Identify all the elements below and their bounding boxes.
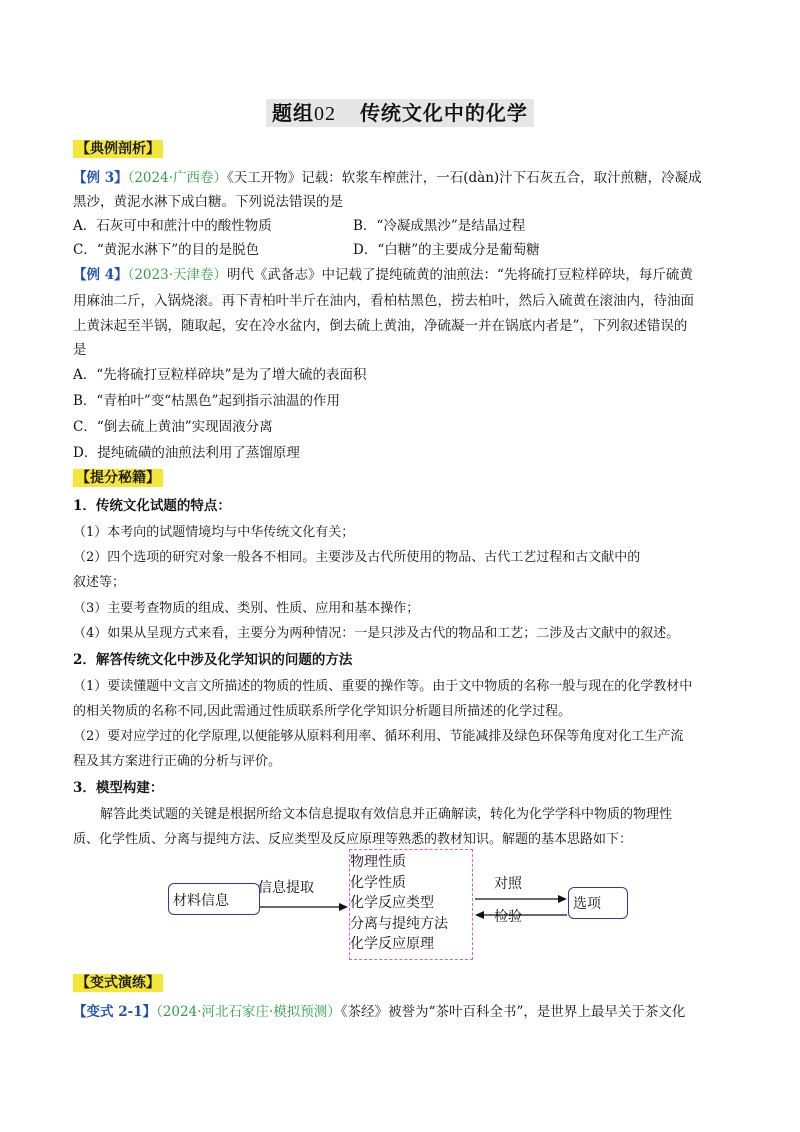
tips-heading-1: 1．传统文化试题的特点： xyxy=(73,498,231,514)
example-4-option-c: C．“倒去硫上黄油”实现固液分离 xyxy=(73,419,273,435)
example-4-source: （2023·天津卷） xyxy=(127,267,227,283)
tips-method-2b: 程及其方案进行正确的分析与评价。 xyxy=(73,754,282,769)
variant-source: （2024·河北石家庄·模拟预测） xyxy=(156,1004,341,1020)
example-3-option-c: C．“黄泥水淋下”的目的是脱色 xyxy=(73,242,260,258)
model-text-2: 质、化学性质、分离与提纯方法、反应类型及反应原理等熟悉的教材知识。解题的基本思路如下： xyxy=(73,832,633,847)
section-heading-tips: 【提分秘籍】 xyxy=(73,467,163,487)
tips-point-1: （1）本考向的试题情境均与中华传统文化有关； xyxy=(73,525,355,540)
knowledge-item: 化学反应原理 xyxy=(350,936,434,952)
tips-method-2a: （2）要对应学过的化学原理,以便能够从原料利用率、循环利用、节能减排及绿色环保等角度对化工生产流 xyxy=(73,729,684,744)
example-3-option-b: B．“冷凝成黑沙”是结晶过程 xyxy=(353,218,526,234)
compare-label: 对照 xyxy=(494,876,522,892)
example-3-line-1: 【例 3】（2024·广西卷）《天工开物》记载：软浆车榨蔗汁，一石(dàn)汁下石灰五合，取汁煎糖，冷凝成 xyxy=(73,170,702,186)
example-3-tag: 【例 3】 xyxy=(73,170,128,186)
options-box xyxy=(568,887,628,919)
tips-point-3: （3）主要考查物质的组成、类别、性质、应用和基本操作； xyxy=(73,601,420,616)
variant-2-1-line: 【变式 2-1】（2024·河北石家庄·模拟预测）《茶经》被誉为“茶叶百科全书”，是世界上最早关于茶文化 xyxy=(73,1004,686,1020)
tips-point-2b: 叙述等； xyxy=(73,575,126,590)
model-text-1: 解答此类试题的关键是根据所给文本信息提取有效信息并正确解读，转化为化学学科中物质的物理性 xyxy=(100,807,673,822)
knowledge-item: 化学反应类型 xyxy=(350,895,434,911)
example-4-line-1: 【例 4】（2023·天津卷）明代《武备志》中记载了提纯硫黄的油煎法：“先将硫打豆粒样碎块，每斤硫黄 xyxy=(73,267,693,283)
example-4-tag: 【例 4】 xyxy=(73,267,128,283)
material-info-box xyxy=(168,883,260,915)
example-4-option-b: B．“青柏叶”变“枯黑色”起到指示油温的作用 xyxy=(73,393,341,409)
knowledge-box xyxy=(349,849,473,960)
example-4-line-2: 用麻油二斤，入锅烧滚。再下青柏叶半斤在油内，看柏枯黑色，捞去柏叶，然后入硫黄在滚油内，待油面 xyxy=(73,293,694,309)
material-info-label: 材料信息 xyxy=(173,893,229,909)
verify-label: 检验 xyxy=(494,909,522,925)
tips-point-4: （4）如果从呈现方式来看，主要分为两种情况：一是只涉及古代的物品和工艺；二涉及古文献中的叙述。 xyxy=(73,626,680,641)
knowledge-item: 分离与提纯方法 xyxy=(350,915,448,932)
extract-arrow-label: 信息提取 xyxy=(258,880,314,896)
example-4-option-a: A．“先将硫打豆粒样碎块”是为了增大硫的表面积 xyxy=(73,367,367,383)
example-4-option-d: D．提纯硫磺的油煎法利用了蒸馏原理 xyxy=(73,445,300,461)
variant-tag: 【变式 2-1】 xyxy=(73,1004,157,1020)
knowledge-item: 物理性质 xyxy=(350,854,406,870)
tips-heading-3: 3．模型构建： xyxy=(73,780,164,796)
example-3-line-2: 黑沙，黄泥水淋下成白糖。下列说法错误的是 xyxy=(73,194,343,210)
example-3-source: （2024·广西卷） xyxy=(127,170,227,186)
example-3-option-d: D．“白糖”的主要成分是葡萄糖 xyxy=(353,242,540,258)
tips-method-1b: 的相关物质的名称不同,因此需通过性质联系所学化学知识分析题目所描述的化学过程。 xyxy=(73,704,572,719)
example-4-line-4: 是 xyxy=(73,342,87,358)
tips-heading-2: 2．解答传统文化中涉及化学知识的问题的方法 xyxy=(73,652,353,668)
example-4-line-3: 上黄沫起至半锅，随取起，安在冷水盆内，倒去硫上黄油，净硫凝一并在锅底内者是”，下列叙述错误的 xyxy=(73,318,688,334)
page-title: 题组02 传统文化中的化学 xyxy=(0,97,800,126)
example-3-option-a: A．石灰可中和蔗汁中的酸性物质 xyxy=(73,218,272,234)
section-heading-variants: 【变式演练】 xyxy=(73,972,163,992)
section-heading-examples: 【典例剖析】 xyxy=(73,138,163,158)
tips-method-1a: （1）要读懂题中文言文所描述的物质的性质、重要的操作等。由于文中物质的名称一般与现在的化学教材中 xyxy=(73,679,693,694)
options-label: 选项 xyxy=(573,896,601,912)
tips-point-2a: （2）四个选项的研究对象一般各不相同。主要涉及古代所使用的物品、古代工艺过程和古文献中的 xyxy=(73,550,641,565)
knowledge-item: 化学性质 xyxy=(350,874,406,891)
